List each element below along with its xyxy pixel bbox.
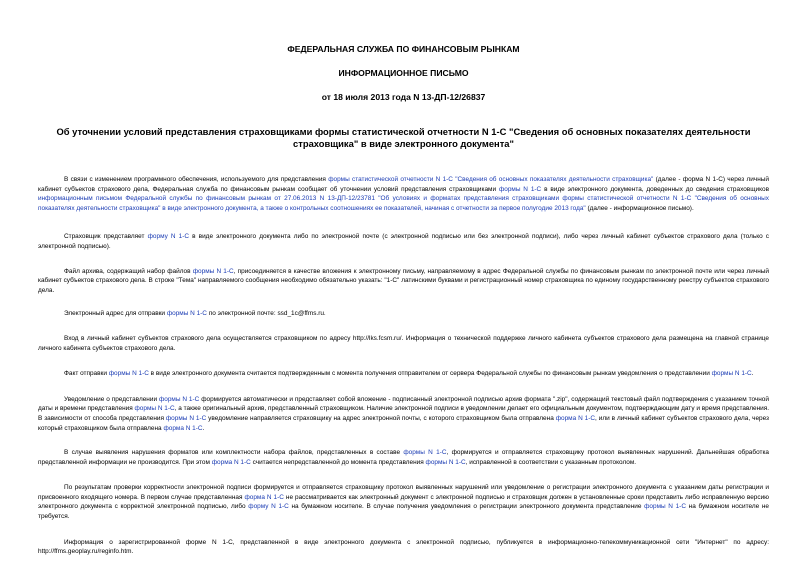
text: Электронный адрес для отправки (64, 310, 167, 318)
text: Уведомление о представлении (64, 395, 159, 403)
text: формируется автоматически и представляет собой вложение - подписанный электронной подписью архив формата ".zip", содержащий текстовый файл подтверждения с указанием точной даты и времени представления (38, 395, 769, 413)
link-info-letter[interactable]: информационным письмом Федеральной службы по финансовым рынкам от 27.06.2013 N 13-ДП-12/23781 "Об условиях и форматах представления страховщиками формы статистической отчетности N 1-С "Сведения об основных показателях деятельности страховщика" в виде электронного документа, а также о контрольных соотношениях ее показателей, начиная с отчетности за первое полугодие 2013 года" (38, 195, 769, 212)
text: на бумажном носителе не требуется. (38, 503, 769, 521)
text: По результатам проверки корректности электронной подписи формируется и отправляется страховщику протокол выявленных нарушений или уведомление о регистрации электронного документа с указанием даты регистрации и присвоенного входящего номера. В первом случае представленная (38, 484, 769, 501)
text: Факт отправки (64, 370, 109, 378)
text: . (751, 370, 754, 378)
text: , а также оригинальный архив, представленный страховщиком. Наличие электронной подписи в уведомлении делает его официальным документом, подтверждающим дату и время представления. В зависимости от способа представления (38, 405, 770, 422)
link-form-1c[interactable]: формы N 1-С (108, 370, 149, 378)
text: считается непредставленной до момента представления (250, 458, 426, 466)
document-type: ИНФОРМАЦИОННОЕ ПИСЬМО (338, 68, 469, 78)
text: , исправленной в соответствии с указанным протоколом. (465, 458, 637, 466)
text: В случае выявления нарушения форматов или комплектности набора файлов, представленных в составе (64, 449, 404, 457)
link-form-1c[interactable]: форму N 1-С (248, 503, 289, 511)
text: Информация о зарегистрированной форме N 1-С, представленной в виде электронного документа с электронной подписью, публикуется в информационно-телекоммуникационной сети "Интернет" по адресу: http://ffms.geoplay.ru/reginfo.htm. (38, 538, 769, 556)
paragraph-9 (38, 483, 769, 521)
paragraph-10 (38, 538, 769, 557)
link-form-1c[interactable]: формы N 1-С (134, 405, 175, 413)
link-form-1c[interactable]: формы N 1-С (166, 310, 207, 318)
text: в виде электронного документа, доведенных до сведения страховщиков (541, 185, 770, 193)
text: (далее - форма N 1-С) через личный кабинет субъектов страхового дела, Федеральная служба по финансовым рынкам сообщает об уточнении условий представления страховщиками (38, 176, 769, 193)
paragraph-8 (38, 448, 769, 467)
text: уведомление направляется страховщику на адрес электронной почты, с которого страховщиком была отправлена (206, 414, 556, 422)
paragraph-7 (38, 395, 769, 433)
text: на бумажном носителе. В случае получения уведомления о регистрации электронного документа представление (288, 503, 645, 511)
text: не рассматривается как электронный документ с электронной подписью и страховщик должен в установленные сроки представить либо исправленную версию электронного документа с корректной электронной подписью, либо (38, 493, 769, 511)
document-title: Об уточнении условий представления страховщиками формы статистической отчетности N 1-С "Сведения об основных показателях деятельности страховщика" в виде электронного документа" (56, 126, 751, 149)
link-form-1c[interactable]: формы N 1-С (644, 503, 686, 511)
link-form-1c[interactable]: форма N 1-С (163, 424, 203, 432)
link-form-1c[interactable]: форма N 1-С (555, 414, 596, 422)
text: . (202, 424, 205, 432)
text: В связи с изменением программного обеспечения, используемого для представления (64, 176, 329, 183)
paragraph-4 (38, 309, 769, 319)
paragraph-6 (38, 369, 769, 379)
link-form-1c[interactable]: формы N 1-С (711, 370, 752, 378)
document-date-number: от 18 июля 2013 года N 13-ДП-12/26837 (321, 92, 486, 102)
paragraph-3 (38, 267, 769, 296)
text: в виде электронного документа либо по электронной почте (с электронной подписью или без электронной подписи), либо через личный кабинет субъектов страхового дела (только с электронной подписью). (38, 233, 769, 250)
text: , формируется и отправляется страховщику протокол выявленных нарушений. Дальнейшая обработка представленной информации не производится. При этом (38, 449, 769, 466)
paragraph-5 (38, 334, 769, 353)
text: , присоединяется в качестве вложения к электронному письму, направляемому в адрес Федеральной службы по финансовым рынкам по электронной почте или через личный кабинет субъектов страхового дела. В строке "Тема" направляемого сообщения необходимо обязательно указать: "1-С" латинскими буквами и регистрационный номер страховщика по единому государственному реестру субъектов страхового дела. (38, 267, 770, 294)
link-form-1c[interactable]: формы N 1-С (158, 395, 200, 403)
paragraph-1 (38, 175, 769, 213)
text: в виде электронного документа считается подтвержденным с момента получения отправителем от сервера Федеральной службы по финансовым рынкам уведомления о представлении (148, 370, 712, 378)
link-form-1c[interactable]: форму N 1-С (147, 233, 190, 241)
link-form-1c[interactable]: формы N 1-С (425, 458, 466, 466)
agency-name: ФЕДЕРАЛЬНАЯ СЛУЖБА ПО ФИНАНСОВЫМ РЫНКАМ (287, 44, 520, 54)
link-form-1c[interactable]: формы N 1-С (165, 414, 207, 422)
text: Вход в личный кабинет субъектов страхового дела осуществляется страховщиком по адресу http://lks.fcsm.ru/. Информация о технической поддержке личного кабинета субъектов страхового дела размещена на главной странице личного кабинета субъектов страхового дела. (38, 334, 769, 352)
link-form-1c[interactable]: форма N 1-С (244, 493, 284, 501)
link-form-1c[interactable]: формы N 1-С (498, 185, 542, 193)
link-form-1c[interactable]: формы N 1-С (403, 449, 447, 457)
text: (далее - информационное письмо). (585, 204, 694, 212)
link-form-1c[interactable]: формы N 1-С (192, 267, 234, 275)
text: по электронной почте: ssd_1c@ffms.ru. (206, 310, 326, 318)
text: , или в личный кабинет субъектов страхового дела, через который страховщиком была отправлена (38, 414, 770, 432)
link-form-1c[interactable]: форма N 1-С (211, 458, 251, 466)
paragraph-2 (38, 232, 769, 251)
text: Файл архива, содержащий набор файлов (64, 267, 193, 275)
text: Страховщик представляет (64, 233, 148, 241)
link-form-statistical-reporting[interactable]: формы статистической отчетности N 1-С "Сведения об основных показателях деятельности страховщика" (328, 176, 654, 183)
